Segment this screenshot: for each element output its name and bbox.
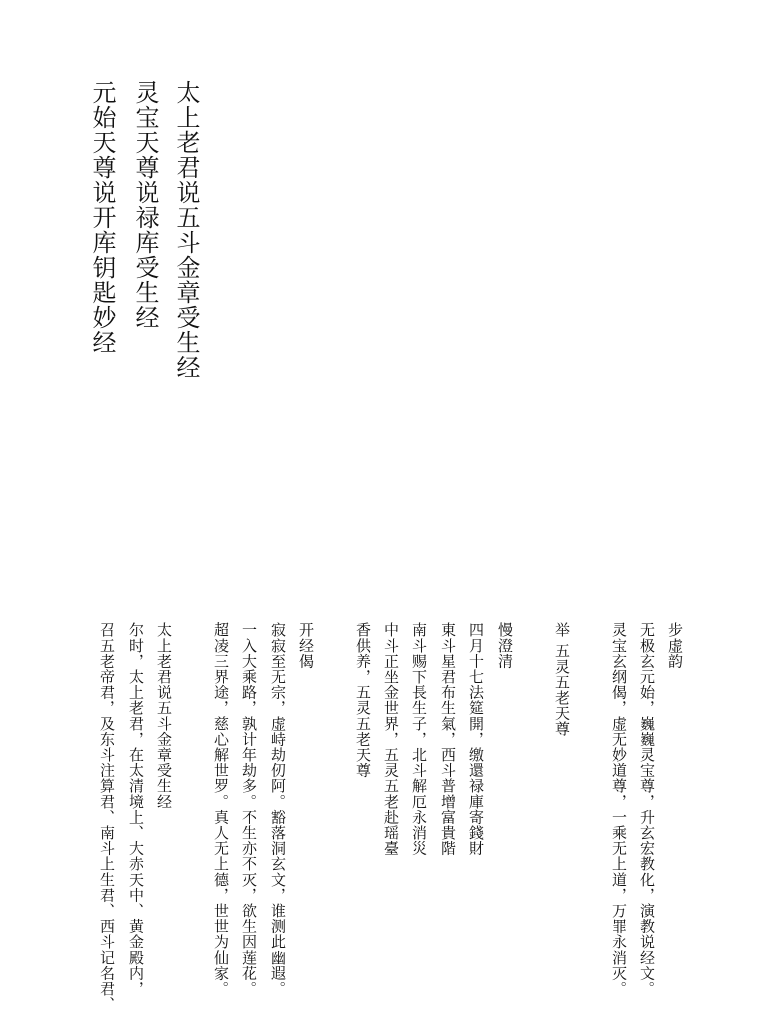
text-column: 四月十七法筵開，缴還禄庫寄錢財 xyxy=(467,622,485,856)
text-column: 香供养，五灵五老天尊 xyxy=(354,622,372,778)
text-column: 東斗星君布生氣，西斗普增富貴階 xyxy=(439,622,457,856)
sutra-title-1: 太上老君说五斗金章受生经 xyxy=(172,80,200,380)
text-column: 超凌三界途，慈心解世罗。真人无上德，世世为仙家。 xyxy=(212,622,230,997)
text-column: 召五老帝君，及东斗注算君、南斗上生君、西斗记名君、 xyxy=(98,622,116,1012)
text-column: 无极玄元始，巍巍灵宝尊，升玄宏教化，演教说经文。 xyxy=(638,622,656,997)
text-column: 灵宝玄纲偈，虚无妙道尊，一乘无上道，万罪永消灭。 xyxy=(610,622,628,997)
sutra-title-3: 元始天尊说开库钥匙妙经 xyxy=(88,80,116,355)
text-column: 举 五灵五老天尊 xyxy=(553,622,571,737)
text-column: 开经偈 xyxy=(297,622,315,669)
text-column: 慢澄清 xyxy=(496,622,514,669)
text-column: 尔时，太上老君，在太清境上、大赤天中、黄金殿内， xyxy=(127,622,145,997)
sutra-title-2: 灵宝天尊说禄库受生经 xyxy=(131,80,159,330)
text-column: 步虚韵 xyxy=(666,622,684,669)
text-column: 寂寂至无宗，虚峙劫仞阿。豁落洞玄文，谁测此幽遐。 xyxy=(269,622,287,997)
text-column: 太上老君说五斗金章受生经 xyxy=(155,622,173,810)
text-column: 南斗赐下長生子，北斗解厄永消災 xyxy=(410,622,428,856)
text-column: 中斗正坐金世界，五灵五老赴瑶臺 xyxy=(382,622,400,856)
text-column: 一入大乘路，孰计年劫多。不生亦不灭，欲生因莲花。 xyxy=(240,622,258,997)
